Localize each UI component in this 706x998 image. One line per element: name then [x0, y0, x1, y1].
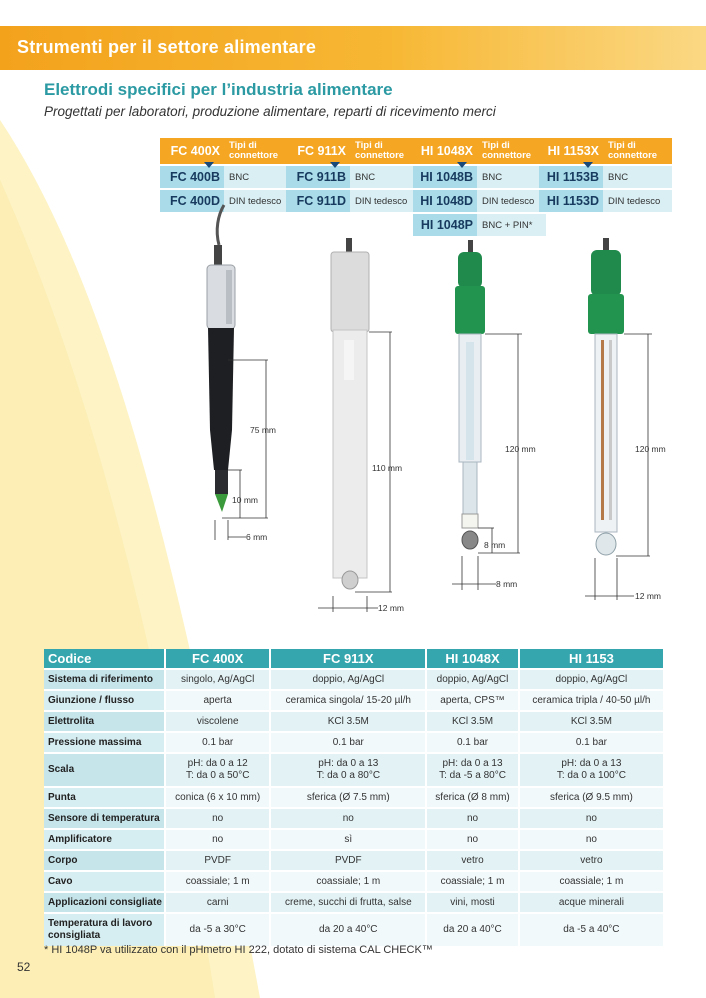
dim-label: 8 mm — [496, 579, 518, 589]
code-desc: BNC — [603, 166, 672, 188]
table-cell: pH: da 0 a 13 T: da -5 a 80°C — [426, 753, 519, 787]
row-label: Pressione massima — [44, 732, 165, 753]
table-cell: KCl 3.5M — [519, 711, 663, 732]
code-desc: DIN tedesco — [477, 190, 546, 212]
electrode-hi1153-image — [588, 238, 624, 555]
row-label: Temperatura di lavoro consigliata — [44, 913, 165, 946]
table-row — [44, 850, 663, 871]
table-row — [44, 753, 663, 787]
table-cell: da -5 a 30°C — [165, 913, 270, 946]
table-row — [44, 829, 663, 850]
table-cell: aperta, CPS™ — [426, 690, 519, 711]
table-cell: no — [165, 808, 270, 829]
table-row — [44, 808, 663, 829]
table-cell: da 20 a 40°C — [426, 913, 519, 946]
table-cell: coassiale; 1 m — [165, 871, 270, 892]
code-header: HI 1048X — [413, 138, 477, 164]
code-header: FC 400X — [160, 138, 224, 164]
table-row — [44, 871, 663, 892]
table-cell: 0.1 bar — [519, 732, 663, 753]
code-desc: BNC — [224, 166, 293, 188]
table-cell: 0.1 bar — [165, 732, 270, 753]
table-cell: doppio, Ag/AgCl — [270, 669, 426, 690]
section-tagline: Progettati per laboratori, produzione alimentare, reparti di ricevimento merci — [44, 104, 496, 119]
code-desc: BNC — [350, 166, 419, 188]
table-cell: carni — [165, 892, 270, 913]
row-label: Sistema di riferimento — [44, 669, 165, 690]
page-title: Strumenti per il settore alimentare — [17, 37, 317, 57]
table-cell: pH: da 0 a 13 T: da 0 a 100°C — [519, 753, 663, 787]
row-label: Applicazioni consigliate — [44, 892, 165, 913]
dim-label: 110 mm — [372, 463, 403, 473]
table-cell: PVDF — [165, 850, 270, 871]
dim-label: 75 mm — [250, 425, 276, 435]
column-header: FC 400X — [165, 649, 270, 669]
code-header-desc: Tipi di connettore — [224, 138, 293, 164]
code-cell: FC 400D — [160, 190, 224, 212]
row-label: Punta — [44, 787, 165, 808]
table-row — [44, 669, 663, 690]
code-header-desc: Tipi di connettore — [603, 138, 672, 164]
table-cell: 0.1 bar — [270, 732, 426, 753]
table-row — [44, 711, 663, 732]
table-cell: pH: da 0 a 12 T: da 0 a 50°C — [165, 753, 270, 787]
table-cell: no — [519, 808, 663, 829]
column-header: HI 1048X — [426, 649, 519, 669]
table-row — [44, 690, 663, 711]
dim-label: 120 mm — [505, 444, 536, 454]
code-cell: FC 400B — [160, 166, 224, 188]
table-cell: conica (6 x 10 mm) — [165, 787, 270, 808]
table-cell: ceramica singola/ 15-20 µl/h — [270, 690, 426, 711]
dim-label: 10 mm — [232, 495, 258, 505]
dim-label: 120 mm — [635, 444, 666, 454]
section-subtitle: Elettrodi specifici per l’industria alimentare — [44, 80, 393, 99]
table-cell: creme, succhi di frutta, salse — [270, 892, 426, 913]
row-label: Amplificatore — [44, 829, 165, 850]
row-label: Elettrolita — [44, 711, 165, 732]
table-cell: acque minerali — [519, 892, 663, 913]
table-cell: vetro — [426, 850, 519, 871]
row-label: Cavo — [44, 871, 165, 892]
table-cell: coassiale; 1 m — [519, 871, 663, 892]
table-cell: sferica (Ø 7.5 mm) — [270, 787, 426, 808]
table-row — [44, 913, 663, 946]
row-label: Sensore di temperatura — [44, 808, 165, 829]
code-cell: FC 911D — [286, 190, 350, 212]
code-cell: HI 1153B — [539, 166, 603, 188]
table-cell: coassiale; 1 m — [426, 871, 519, 892]
table-row — [44, 892, 663, 913]
electrode-fc400-image — [207, 205, 235, 512]
table-cell: coassiale; 1 m — [270, 871, 426, 892]
electrode-fc911-image — [331, 238, 369, 589]
table-cell: vini, mosti — [426, 892, 519, 913]
electrode-hi1048-image — [455, 240, 485, 549]
table-cell: vetro — [519, 850, 663, 871]
table-header-row — [44, 649, 663, 669]
code-desc: DIN tedesco — [603, 190, 672, 212]
dim-label: 6 mm — [246, 532, 268, 542]
table-cell: no — [270, 808, 426, 829]
specifications-table — [44, 649, 663, 946]
table-cell: no — [519, 829, 663, 850]
dim-label: 12 mm — [378, 603, 404, 613]
table-cell: KCl 3.5M — [270, 711, 426, 732]
code-header-desc: Tipi di connettore — [477, 138, 546, 164]
code-desc: DIN tedesco — [350, 190, 419, 212]
row-label: Giunzione / flusso — [44, 690, 165, 711]
code-cell: HI 1153D — [539, 190, 603, 212]
table-cell: no — [426, 808, 519, 829]
table-cell: no — [426, 829, 519, 850]
table-cell: aperta — [165, 690, 270, 711]
code-cell: HI 1048D — [413, 190, 477, 212]
table-cell: doppio, Ag/AgCl — [426, 669, 519, 690]
code-header: HI 1153X — [539, 138, 603, 164]
table-cell: doppio, Ag/AgCl — [519, 669, 663, 690]
table-cell: pH: da 0 a 13 T: da 0 a 80°C — [270, 753, 426, 787]
column-header: Codice — [44, 649, 165, 669]
table-cell: da 20 a 40°C — [270, 913, 426, 946]
table-row — [44, 732, 663, 753]
row-label: Corpo — [44, 850, 165, 871]
table-row — [44, 787, 663, 808]
table-cell: sferica (Ø 8 mm) — [426, 787, 519, 808]
table-cell: singolo, Ag/AgCl — [165, 669, 270, 690]
table-cell: sferica (Ø 9.5 mm) — [519, 787, 663, 808]
column-header: HI 1153 — [519, 649, 663, 669]
footnote: * HI 1048P va utilizzato con il pHmetro HI 222, dotato di sistema CAL CHECK™ — [44, 944, 433, 956]
dim-label: 8 mm — [484, 540, 506, 550]
table-cell: da -5 a 40°C — [519, 913, 663, 946]
table-cell: ceramica tripla / 40-50 µl/h — [519, 690, 663, 711]
code-desc: BNC + PIN* — [477, 214, 546, 236]
code-cell: HI 1048B — [413, 166, 477, 188]
code-header-desc: Tipi di connettore — [350, 138, 419, 164]
table-cell: no — [165, 829, 270, 850]
code-header: FC 911X — [286, 138, 350, 164]
table-cell: KCl 3.5M — [426, 711, 519, 732]
code-desc: BNC — [477, 166, 546, 188]
code-desc: DIN tedesco — [224, 190, 293, 212]
table-cell: 0.1 bar — [426, 732, 519, 753]
code-cell: FC 911B — [286, 166, 350, 188]
column-header: FC 911X — [270, 649, 426, 669]
row-label: Scala — [44, 753, 165, 787]
table-cell: viscolene — [165, 711, 270, 732]
code-cell: HI 1048P — [413, 214, 477, 236]
page-number: 52 — [17, 960, 31, 974]
table-cell: sì — [270, 829, 426, 850]
table-cell: PVDF — [270, 850, 426, 871]
dim-label: 12 mm — [635, 591, 661, 601]
